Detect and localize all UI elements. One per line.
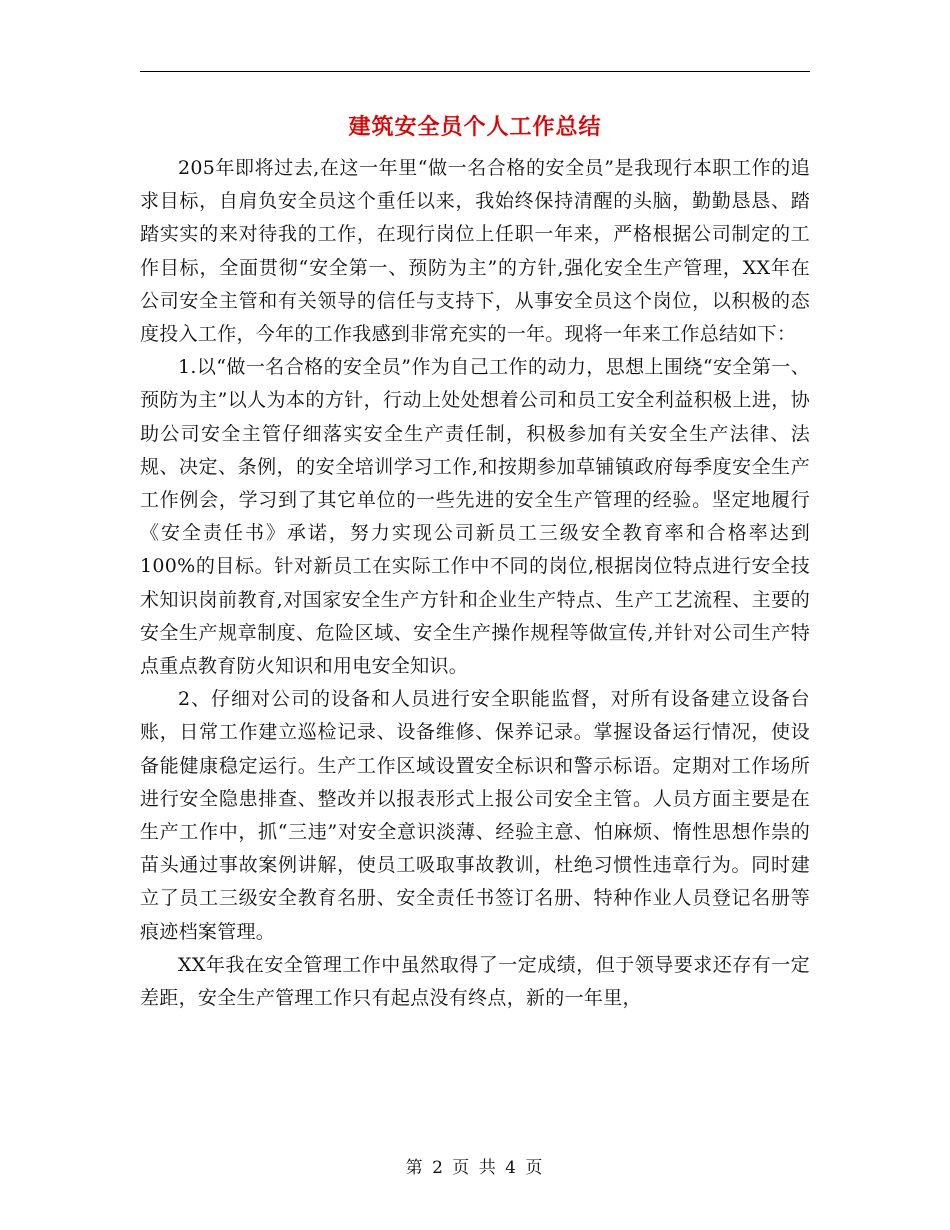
paragraph-conclusion: XX年我在安全管理工作中虽然取得了一定成绩，但于领导要求还存有一定差距，安全生产管理工作只有起点没有终点，新的一年里，: [140, 953, 810, 1010]
document-body: [140, 152, 810, 1015]
paragraph-item-2: 2、仔细对公司的设备和人员进行安全职能监督，对所有设备建立设备台账，日常工作建立巡检记录、设备维修、保养记录。掌握设备运行情况，使设备能健康稳定运行。生产工作区域设置安全标识和警示标语。定期对工作场所进行安全隐患排查、整改并以报表形式上报公司安全主管。人员方面主要是在生产工作中，抓“三违”对安全意识淡薄、经验主意、怕麻烦、惰性思想作祟的苗头通过事故案例讲解，使员工吸取事故教训，杜绝习惯性违章行为。同时建立了员工三级安全教育名册、安全责任书签订名册、特种作业人员登记名册等痕迹档案管理。: [140, 688, 810, 943]
paragraph-item-1: 1.以“做一名合格的安全员”作为自己工作的动力，思想上围绕“安全第一、预防为主”以人为本的方针，行动上处处想着公司和员工安全利益积极上进，协助公司安全主管仔细落实安全生产责任制，积极参加有关安全生产法律、法规、决定、条例，的安全培训学习工作,和按期参加草铺镇政府每季度安全生产工作例会，学习到了其它单位的一些先进的安全生产管理的经验。坚定地履行《安全责任书》承诺，努力实现公司新员工三级安全教育率和合格率达到100%的目标。针对新员工在实际工作中不同的岗位,根据岗位特点进行安全技术知识岗前教育,对国家安全生产方针和企业生产特点、生产工艺流程、主要的安全生产规章制度、危险区域、安全生产操作规程等做宣传,并针对公司生产特点重点教育防火知识和用电安全知识。: [140, 356, 810, 678]
page-number-label: 第 2 页 共 4 页: [405, 1158, 545, 1178]
paragraph-intro: 205年即将过去,在这一年里“做一名合格的安全员”是我现行本职工作的追求目标，自肩负安全员这个重任以来，我始终保持清醒的头脑，勤勤恳恳、踏踏实实的来对待我的工作，在现行岗位上任职一年来，严格根据公司制定的工作目标，全面贯彻“安全第一、预防为主”的方针,强化安全生产管理，XX年在公司安全主管和有关领导的信任与支持下，从事安全员这个岗位，以积极的态度投入工作，今年的工作我感到非常充实的一年。现将一年来工作总结如下：: [140, 157, 810, 346]
header-rule: [140, 71, 810, 72]
page-footer: [140, 1153, 810, 1178]
document-title: 建筑安全员个人工作总结: [348, 115, 602, 140]
